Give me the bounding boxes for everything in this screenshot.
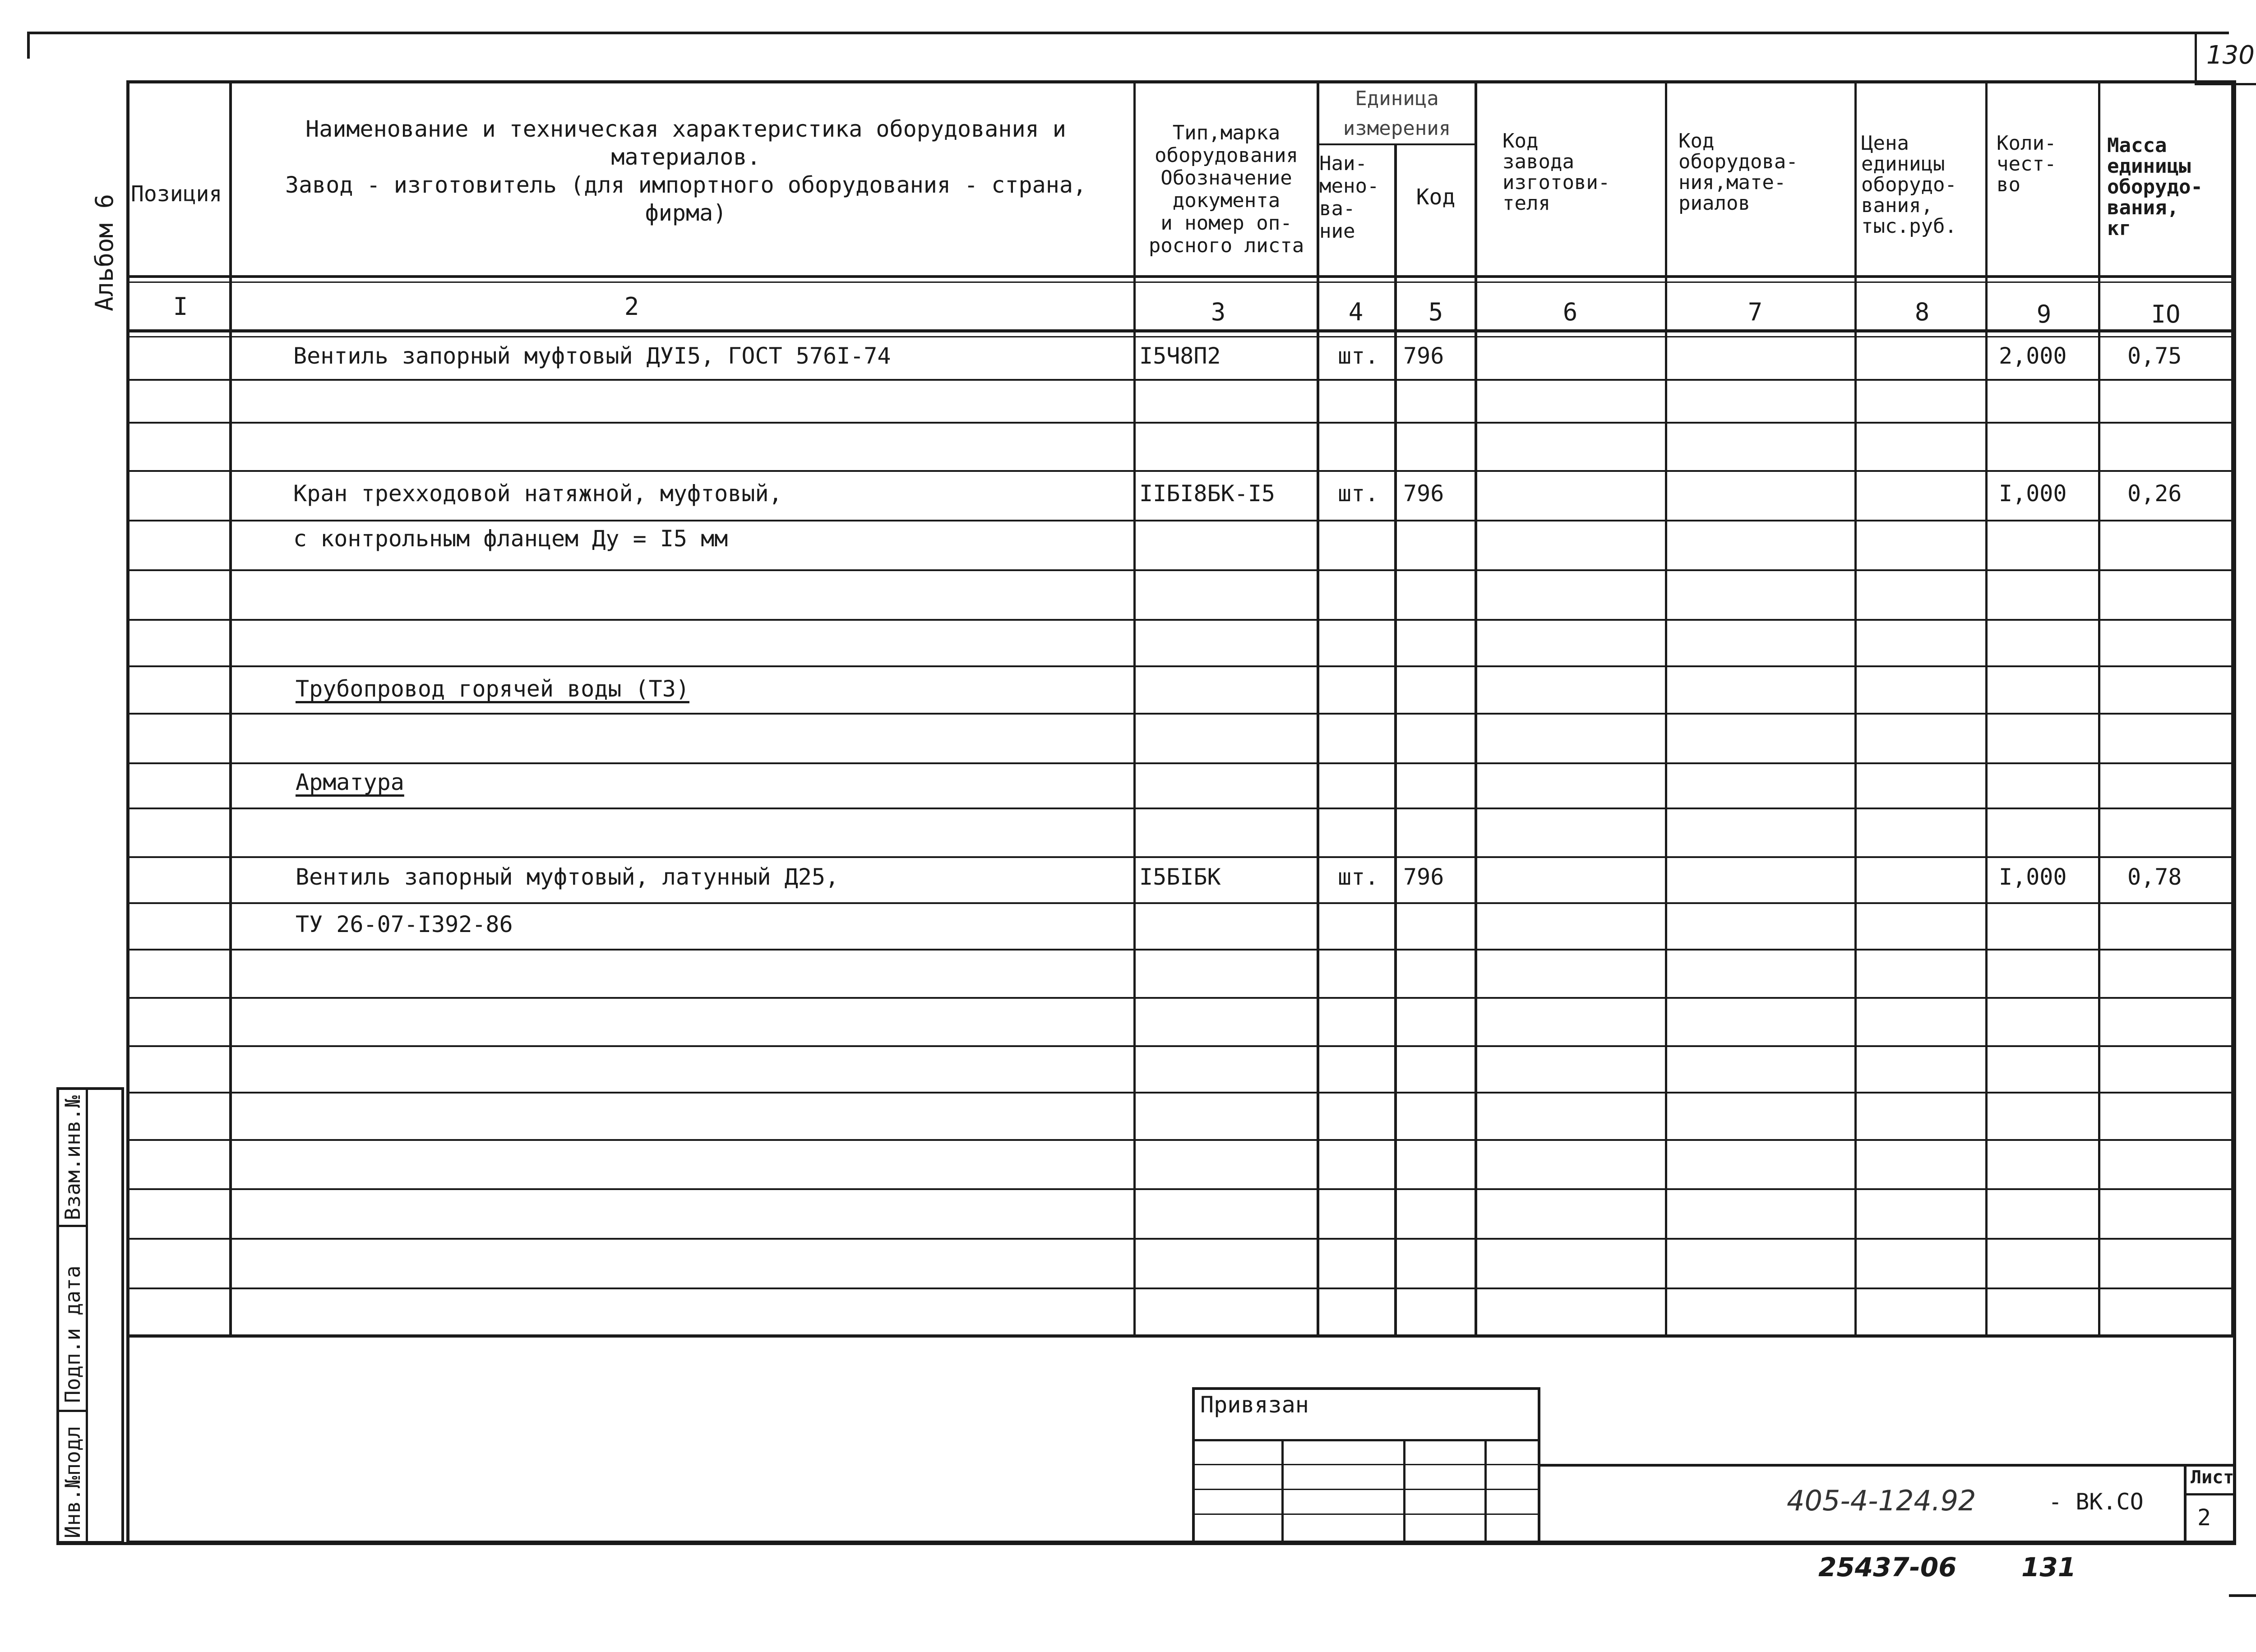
row-2-mass: 0,26 [2127, 480, 2182, 507]
row-3-name-cont: ТУ 26-07-I392-86 [296, 911, 513, 937]
row-line [126, 1139, 2236, 1141]
column-number: 8 [1914, 298, 1930, 326]
privyazan-col [1403, 1439, 1405, 1544]
row-line [126, 1188, 2236, 1190]
row-line [126, 569, 2236, 571]
row-3-name: Вентиль запорный муфтовый, латунный Д25, [296, 864, 839, 890]
side-stamp-vzam: Взам.инв.№ [60, 1095, 85, 1220]
row-3-qty: I,000 [1999, 864, 2067, 890]
column-numbers-line [126, 329, 2236, 332]
row-line [126, 949, 2236, 951]
row-line [126, 619, 2236, 621]
col-divider-6 [1665, 80, 1667, 1337]
archive-number: 25437-06 [1818, 1552, 1957, 1583]
row-1-type: I5Ч8П2 [1139, 343, 1221, 369]
row-line [126, 856, 2236, 858]
header-quantity: Коли- чест- во [1997, 132, 2057, 196]
column-number: 9 [2036, 300, 2052, 328]
privyazan-row [1192, 1439, 1540, 1441]
column-number: 4 [1348, 298, 1364, 326]
column-number: 6 [1563, 298, 1578, 326]
privyazan-row [1192, 1464, 1540, 1465]
header-bottom-line [126, 275, 2236, 278]
header-name: Наименование и техническая характеристика оборудования и материалов. Завод - изготовитель (для импортного оборудования - страна, фирма) [285, 116, 1087, 226]
header-position: Позиция [131, 181, 222, 207]
sheet-box-divider [2184, 1493, 2233, 1495]
row-1-qty: 2,000 [1999, 343, 2067, 369]
sheet-number: 2 [2197, 1504, 2211, 1531]
row-1-code: 796 [1403, 343, 1444, 369]
unit-group-divider [1317, 143, 1477, 145]
col-divider-3 [1317, 80, 1319, 1337]
row-line [126, 997, 2236, 999]
row-line [126, 713, 2236, 715]
table-body-bottom [126, 1334, 2236, 1338]
row-line [126, 379, 2236, 381]
row-2-name-cont: с контрольным фланцем Ду = I5 мм [293, 526, 728, 552]
row-3-type: I5БIБК [1139, 864, 1221, 890]
row-line [126, 422, 2236, 424]
form-bottom-line [56, 1542, 2236, 1545]
page-frame-top [27, 32, 2229, 34]
page-frame-bottom [2229, 1594, 2256, 1597]
header-mass: Масса единицы оборудо- вания, кг [2107, 134, 2203, 240]
row-2-type: IIБI8БК-I5 [1139, 480, 1276, 507]
col-divider-5 [1475, 80, 1477, 1337]
header-material-code: Код оборудова- ния,мате- риалов [1678, 129, 1798, 215]
privyazan-col [1484, 1439, 1487, 1544]
column-number: 5 [1428, 298, 1443, 326]
side-stamp-row [56, 1410, 88, 1412]
header-bottom-line-2 [126, 281, 2236, 283]
column-numbers-line-2 [126, 336, 2236, 337]
row-line [126, 1287, 2236, 1289]
row-line [126, 1092, 2236, 1094]
col-divider-7 [1854, 80, 1857, 1337]
column-number: 7 [1747, 298, 1763, 326]
row-3-mass: 0,78 [2127, 864, 2182, 890]
side-stamp-inv: Инв.№подл [60, 1426, 85, 1538]
title-block-top [1540, 1464, 2236, 1467]
header-unit-code: Код [1416, 185, 1456, 210]
col-divider-1 [229, 80, 232, 1337]
privyazan-row [1192, 1514, 1540, 1515]
row-line [126, 470, 2236, 472]
row-line [126, 1045, 2236, 1047]
privyazan-label: Привязан [1200, 1392, 1309, 1418]
row-2-name: Кран трехходовой натяжной, муфтовый, [293, 480, 782, 507]
doc-number: 405-4-124.92 [1787, 1484, 1976, 1517]
row-line [126, 902, 2236, 904]
column-number: I [173, 292, 188, 321]
header-type: Тип,марка оборудования Обозначение документа и номер оп- росного листа [1148, 121, 1304, 257]
row-2-qty: I,000 [1999, 480, 2067, 507]
column-number: 3 [1211, 298, 1226, 326]
column-number: 2 [624, 292, 639, 321]
col-divider-8 [1985, 80, 1988, 1337]
row-1-mass: 0,75 [2127, 343, 2182, 369]
row-3-unit: шт. [1338, 864, 1379, 890]
header-unit-name: Наи- мено- ва- ние [1319, 152, 1379, 243]
side-stamp-divider [86, 1087, 88, 1544]
col-divider-9 [2098, 80, 2100, 1337]
side-stamp-sign: Подп.и дата [60, 1265, 85, 1403]
footer-page-number: 131 [2021, 1552, 2076, 1583]
row-1-unit: шт. [1338, 343, 1379, 369]
row-line [126, 1238, 2236, 1240]
sheet-label: Лист [2191, 1467, 2234, 1488]
row-line [126, 520, 2236, 521]
side-stamp-row [56, 1225, 88, 1227]
section-hot-water: Трубопровод горячей воды (Т3) [296, 676, 689, 702]
section-fittings: Арматура [296, 769, 404, 795]
col-divider-10 [2231, 80, 2233, 1337]
page-number: 130 [2206, 41, 2255, 70]
row-2-code: 796 [1403, 480, 1444, 507]
column-number: IO [2151, 300, 2181, 328]
row-line [126, 808, 2236, 809]
privyazan-row [1192, 1489, 1540, 1490]
header-factory-code: Код завода изготови- теля [1502, 129, 1610, 215]
page-frame-left-stub [27, 32, 30, 59]
col-divider-2 [1133, 80, 1136, 1337]
doc-suffix: - ВК.СО [2048, 1489, 2144, 1515]
header-unit-group: Единица измерения [1343, 87, 1451, 140]
privyazan-col [1281, 1439, 1284, 1544]
row-line [126, 665, 2236, 667]
header-price: Цена единицы оборудо- вания, тыс.руб. [1861, 132, 1957, 238]
row-1-name: Вентиль запорный муфтовый ДУI5, ГОСТ 576I-74 [293, 343, 891, 369]
row-2-unit: шт. [1338, 480, 1379, 507]
row-line [126, 762, 2236, 764]
row-3-code: 796 [1403, 864, 1444, 890]
album-label: Альбом 6 [90, 194, 119, 311]
